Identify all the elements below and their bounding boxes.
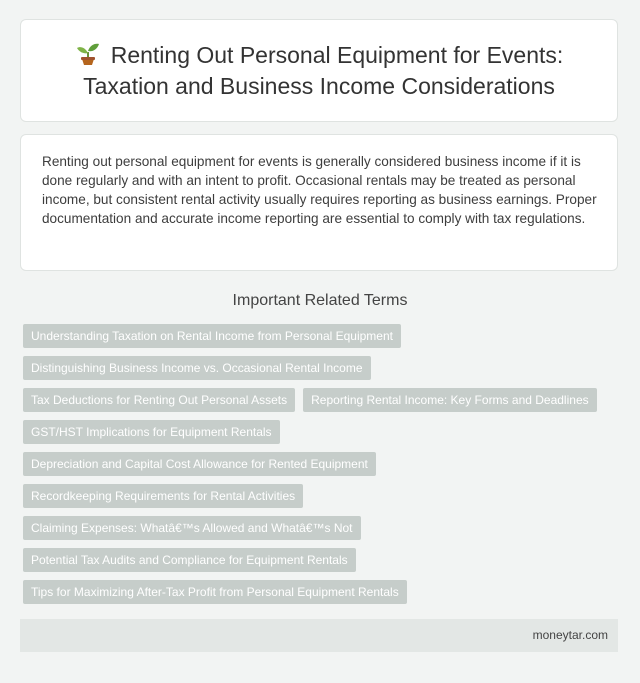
term-row [23, 484, 619, 508]
term-row [23, 580, 619, 604]
term-chip[interactable]: Tax Deductions for Renting Out Personal Assets [23, 388, 295, 412]
term-chip[interactable]: Claiming Expenses: Whatâ€™s Allowed and Whatâ€™s Not [23, 516, 361, 540]
term-chip[interactable]: Potential Tax Audits and Compliance for Equipment Rentals [23, 548, 356, 572]
term-chip[interactable]: Reporting Rental Income: Key Forms and Deadlines [303, 388, 596, 412]
page-title-text: Renting Out Personal Equipment for Events: Taxation and Business Income Considerations [83, 41, 564, 99]
term-row [23, 452, 619, 476]
term-chip[interactable]: Depreciation and Capital Cost Allowance for Rented Equipment [23, 452, 376, 476]
summary-card [20, 134, 618, 271]
term-row [23, 548, 619, 572]
related-terms-heading: Important Related Terms [232, 292, 408, 309]
term-chip[interactable]: GST/HST Implications for Equipment Rentals [23, 420, 280, 444]
summary-text: Renting out personal equipment for events is generally considered business income if it is done regularly and with an intent to profit. Occasional rentals may be treated as personal income, but consistent rental activity usually requires reporting as business earnings. Proper documentation and accurate income reporting are essential to comply with tax regulations. [42, 154, 597, 226]
footer-site-link[interactable]: moneytar.com [532, 628, 608, 642]
sprout-icon [75, 40, 101, 66]
term-chip[interactable]: Recordkeeping Requirements for Rental Activities [23, 484, 303, 508]
term-row [23, 324, 619, 348]
term-row [23, 388, 619, 412]
footer-bar [20, 619, 618, 652]
term-row [23, 420, 619, 444]
term-row [23, 516, 619, 540]
page-title [49, 40, 589, 102]
term-chip[interactable]: Distinguishing Business Income vs. Occasional Rental Income [23, 356, 371, 380]
related-terms-list [23, 324, 619, 612]
term-chip[interactable]: Tips for Maximizing After-Tax Profit from Personal Equipment Rentals [23, 580, 407, 604]
title-card [20, 19, 618, 122]
term-row [23, 356, 619, 380]
term-chip[interactable]: Understanding Taxation on Rental Income from Personal Equipment [23, 324, 401, 348]
